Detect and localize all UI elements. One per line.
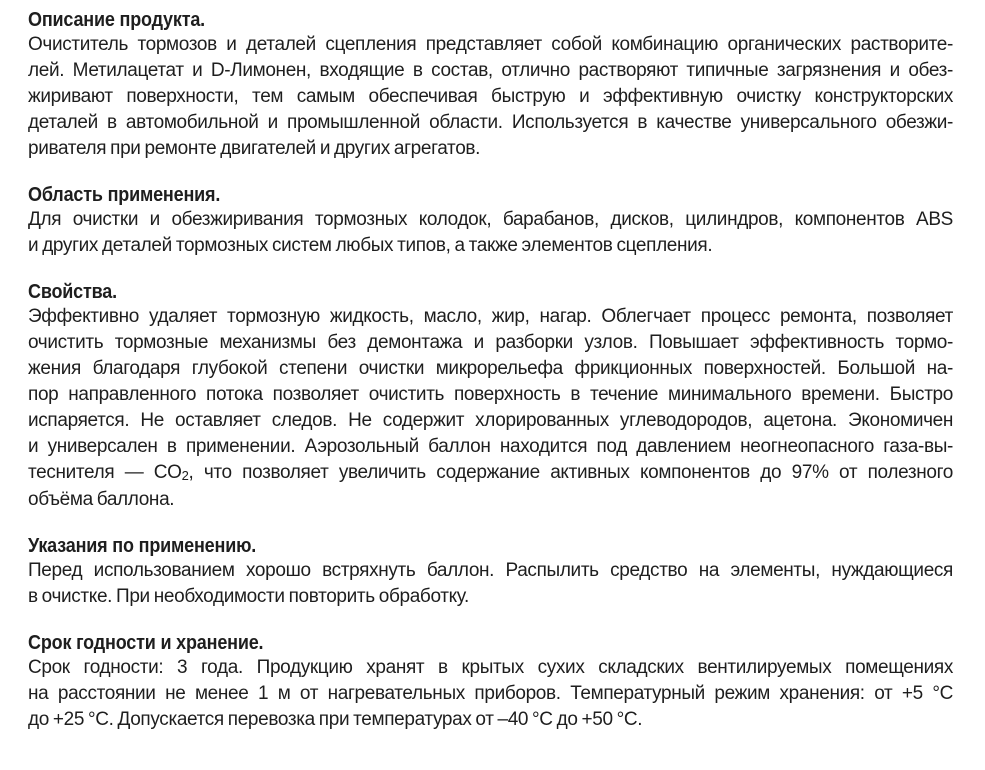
text-line: ривателя при ремонте двигателей и других агрегатов.	[28, 138, 481, 159]
section-application-area	[28, 183, 955, 259]
section-properties	[28, 280, 955, 513]
text-line: на расстоянии не менее 1 м от нагревательных приборов. Температурный режим хранения: от +5 °C	[28, 683, 953, 704]
section-body	[28, 655, 955, 733]
text-line: Для очистки и обезжиривания тормозных колодок, барабанов, дисков, цилиндров, компонентов ABS	[28, 209, 953, 230]
section-title: Область применения.	[28, 184, 221, 206]
section-product-description	[28, 8, 955, 162]
section-title: Срок годности и хранение.	[28, 632, 264, 654]
section-body	[28, 304, 955, 513]
text-line: Срок годности: 3 года. Продукцию хранят в крытых сухих складских вентилируемых помещениях	[28, 657, 953, 678]
text-line: деталей в автомобильной и промышленной области. Используется в качестве универсального обезжи-	[28, 112, 953, 133]
text-line: и других деталей тормозных систем любых типов, а также элементов сцепления.	[28, 235, 713, 256]
text-line: лей. Метилацетат и D-Лимонен, входящие в состав, отлично растворяют типичные загрязнения и обез-	[28, 60, 953, 81]
text-line: до +25 °C. Допускается перевозка при температурах от –40 °C до +50 °C.	[28, 709, 643, 730]
text-line-co2	[28, 460, 953, 487]
text-line: Эффективно удаляет тормозную жидкость, масло, жир, нагар. Облегчает процесс ремонта, позволяет	[28, 306, 953, 327]
text-line: в очистке. При необходимости повторить обработку.	[28, 586, 469, 607]
text-line: испаряется. Не оставляет следов. Не содержит хлорированных углеводородов, ацетона. Экономичен	[28, 410, 953, 431]
text-line: Перед использованием хорошо встряхнуть баллон. Распылить средство на элементы, нуждающиеся	[28, 560, 953, 581]
text-line: объёма баллона.	[28, 489, 175, 510]
text-line: жения благодаря глубокой степени очистки микрорельефа фрикционных поверхностей. Большой на-	[28, 358, 953, 379]
co2-subscript: 2	[181, 468, 189, 483]
section-shelf-life-storage	[28, 631, 955, 733]
section-body	[28, 558, 955, 610]
co2-rest: , что позволяет увеличить содержание активных компонентов до 97% от полезного	[188, 462, 953, 483]
text-line: жиривают поверхности, тем самым обеспечивая быструю и эффективную очистку конструкторских	[28, 86, 953, 107]
text-line: и универсален в применении. Аэрозольный баллон находится под давлением неогнеопасного газа-вы-	[28, 436, 953, 457]
co2-prefix: теснителя — CO	[28, 462, 182, 483]
section-body	[28, 32, 955, 162]
section-body	[28, 207, 955, 259]
text-line: очистить тормозные механизмы без демонтажа и разборки узлов. Повышает эффективность тормо-	[28, 332, 953, 353]
section-title: Свойства.	[28, 281, 117, 303]
text-line: Очиститель тормозов и деталей сцепления представляет собой комбинацию органических растворите-	[28, 34, 953, 55]
section-title: Указания по применению.	[28, 535, 257, 557]
section-usage-instructions	[28, 534, 955, 610]
text-line: пор направленного потока позволяет очистить поверхность в течение минимального времени. Быстро	[28, 384, 953, 405]
section-title: Описание продукта.	[28, 9, 206, 31]
